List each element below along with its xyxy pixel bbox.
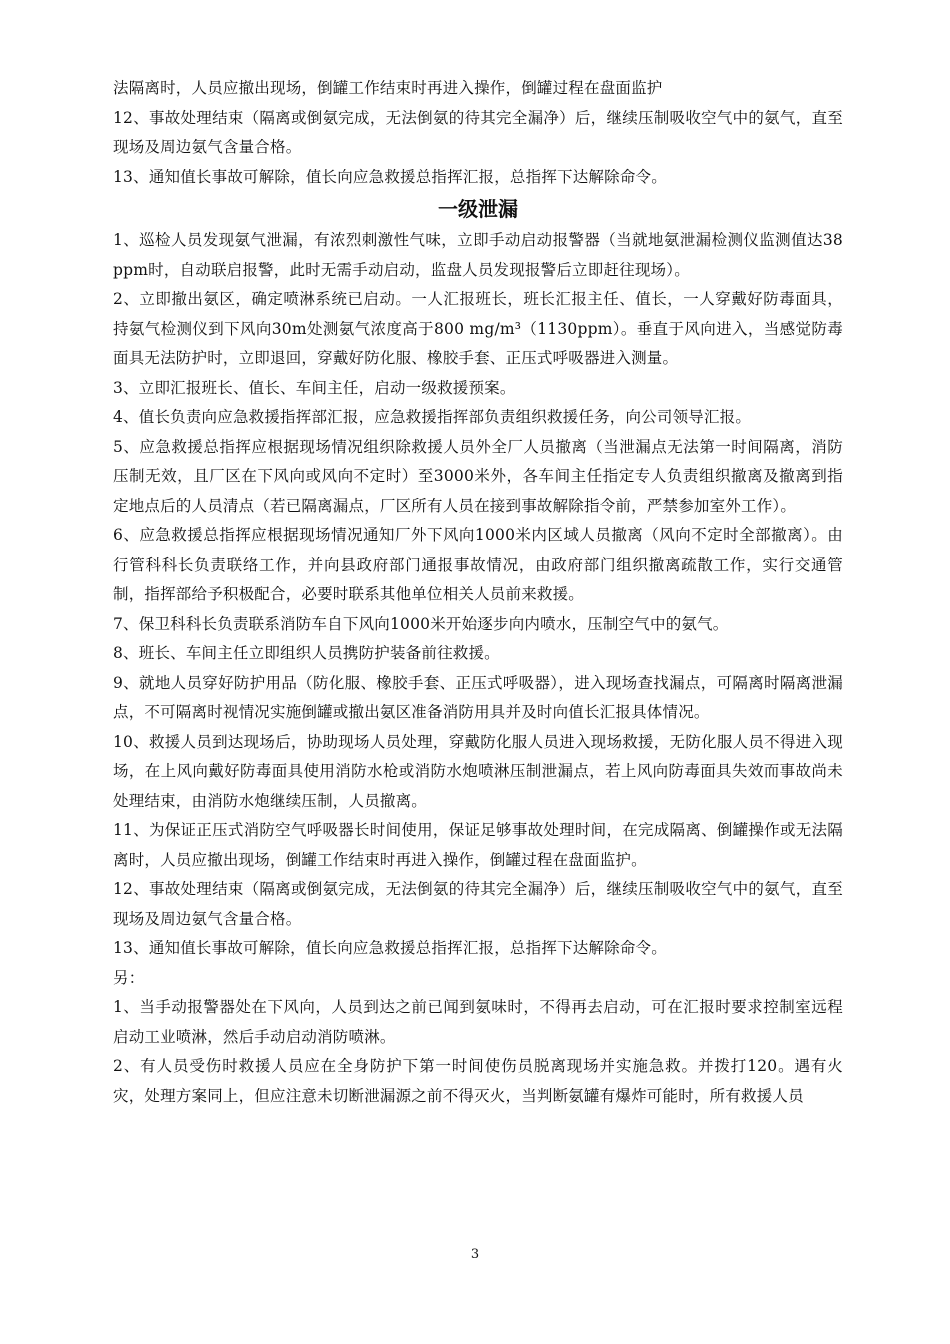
section-paragraph-3: 3、立即汇报班长、值长、车间主任，启动一级救援预案。 [113,378,516,397]
document-page [113,74,843,1111]
section-paragraph-9: 9、就地人员穿好防护用品（防化服、橡胶手套、正压式呼吸器），进入现场查找漏点，可隔离时隔离泄漏点，不可隔离时视情况实施倒罐或撤出氨区准备消防用具并及时向值长汇报具体情况。 [113,673,843,721]
note-paragraph-2: 2、有人员受伤时救援人员应在全身防护下第一时间使伤员脱离现场并实施急救。并拨打120。遇有火灾，处理方案同上，但应注意未切断泄漏源之前不得灭火，当判断氨罐有爆炸可能时，所有救援人员 [113,1057,843,1105]
intro-paragraph-1: 法隔离时，人员应撤出现场，倒罐工作结束时再进入操作，倒罐过程在盘面监护 [113,79,663,97]
page-number: 3 [470,1247,480,1262]
note-label: 另： [113,968,145,987]
section-paragraph-11: 11、为保证正压式消防空气呼吸器长时间使用，保证足够事故处理时间，在完成隔离、倒罐操作或无法隔离时，人员应撤出现场，倒罐工作结束时再进入操作，倒罐过程在盘面监护。 [113,821,843,869]
section-paragraph-2: 2、立即撤出氨区，确定喷淋系统已启动。一人汇报班长，班长汇报主任、值长，一人穿戴好防毒面具，持氨气检测仪到下风向30m处测氨气浓度高于800 mg/m³（1130ppm）。垂直于风向进入，当感觉防毒面具无法防护时，立即退回，穿戴好防化服、橡胶手套、正压式呼吸器进入测量。 [113,290,843,367]
section-paragraph-6: 6、应急救援总指挥应根据现场情况通知厂外下风向1000米内区域人员撤离（风向不定时全部撤离）。由行管科科长负责联络工作，并向县政府部门通报事故情况，由政府部门组织撤离疏散工作，实行交通管制，指挥部给予积极配合，必要时联系其他单位相关人员前来救援。 [113,526,843,603]
section-paragraph-1: 1、巡检人员发现氨气泄漏，有浓烈刺激性气味，立即手动启动报警器（当就地氨泄漏检测仪监测值达38ppm时，自动联启报警，此时无需手动启动，监盘人员发现报警后立即赶往现场）。 [113,231,843,279]
section-paragraph-4: 4、值长负责向应急救援指挥部汇报，应急救援指挥部负责组织救援任务，向公司领导汇报。 [113,408,752,426]
section-paragraph-12: 12、事故处理结束（隔离或倒氨完成，无法倒氨的待其完全漏净）后，继续压制吸收空气中的氨气，直至现场及周边氨气含量合格。 [113,880,843,928]
intro-paragraph-2: 12、事故处理结束（隔离或倒氨完成，无法倒氨的待其完全漏净）后，继续压制吸收空气中的氨气，直至现场及周边氨气含量合格。 [113,108,843,156]
section-paragraph-8: 8、班长、车间主任立即组织人员携防护装备前往救援。 [113,644,500,662]
section-heading: 一级泄漏 [438,197,518,221]
section-paragraph-7: 7、保卫科科长负责联系消防车自下风向1000米开始逐步向内喷水，压制空气中的氨气。 [113,614,729,633]
intro-paragraph-3: 13、通知值长事故可解除，值长向应急救援总指挥汇报，总指挥下达解除命令。 [113,167,667,186]
section-paragraph-10: 10、救援人员到达现场后，协助现场人员处理，穿戴防化服人员进入现场救援，无防化服人员不得进入现场，在上风向戴好防毒面具使用消防水枪或消防水炮喷淋压制泄漏点，若上风向防毒面具失效而事故尚未处理结束，由消防水炮继续压制，人员撤离。 [113,732,843,810]
section-paragraph-13: 13、通知值长事故可解除，值长向应急救援总指挥汇报，总指挥下达解除命令。 [113,939,667,957]
section-paragraph-5: 5、应急救援总指挥应根据现场情况组织除救援人员外全厂人员撤离（当泄漏点无法第一时间隔离，消防压制无效，且厂区在下风向或风向不定时）至3000米外，各车间主任指定专人负责组织撤离及撤离到指定地点后的人员清点（若已隔离漏点，厂区所有人员在接到事故解除指令前，严禁参加室外工作）。 [113,437,843,515]
note-paragraph-1: 1、当手动报警器处在下风向，人员到达之前已闻到氨味时，不得再去启动，可在汇报时要求控制室远程启动工业喷淋，然后手动启动消防喷淋。 [113,998,843,1046]
